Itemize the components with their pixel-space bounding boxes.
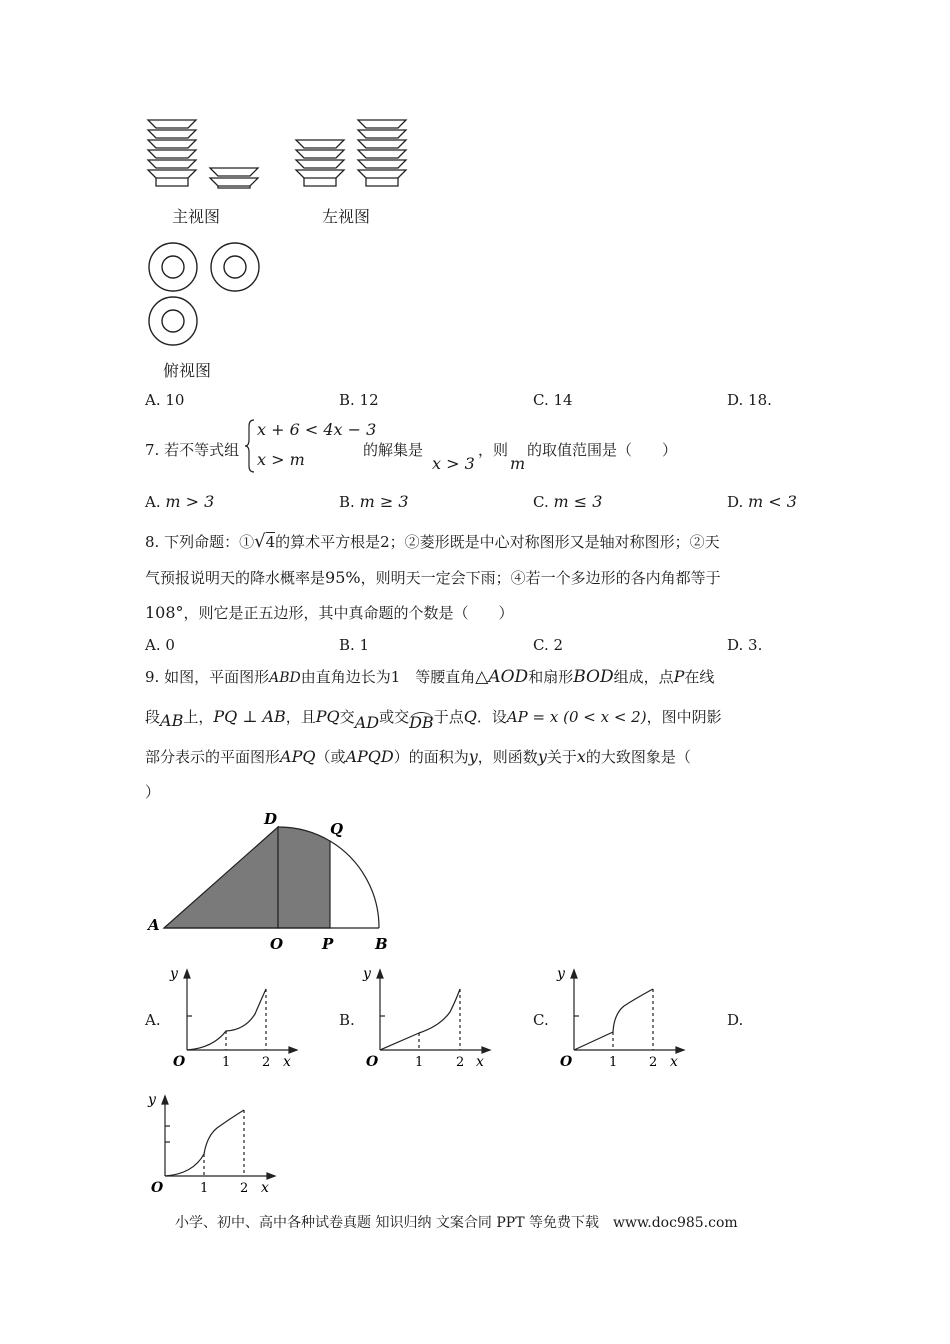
- graph-d-x-label: x: [261, 1180, 269, 1196]
- q9-l3-b: （或: [315, 748, 346, 766]
- graph-c-x-label: x: [670, 1054, 678, 1070]
- q8-option-d[interactable]: D. 3.: [727, 636, 763, 654]
- label-o: O: [270, 935, 284, 953]
- label-a: A: [148, 916, 160, 934]
- q9-option-d[interactable]: D.: [727, 1011, 744, 1029]
- q9-l3-a: 部分表示的平面图形: [145, 748, 281, 766]
- q9-l3-c: ）的面积为: [393, 748, 469, 766]
- q7-option-c[interactable]: [533, 492, 602, 512]
- q9-option-a[interactable]: A.: [145, 1011, 161, 1029]
- graph-option-b[interactable]: [358, 962, 498, 1074]
- q9-y: y: [468, 747, 478, 766]
- front-view-figure: [140, 112, 270, 196]
- graph-b-y-label: y: [363, 966, 371, 982]
- q9-l1-e: 在线: [684, 668, 715, 686]
- q7-option-c-expr: m ≤ 3: [553, 492, 603, 511]
- label-d: D: [264, 810, 278, 828]
- q7-option-b[interactable]: [339, 492, 409, 512]
- q8-line-1-end: 的算术平方根是2；②菱形既是中心对称图形又是轴对称图形；②天: [275, 533, 720, 551]
- q9-ab: AB: [160, 711, 184, 730]
- q7-suffix: 的取值范围是（ ）: [527, 441, 678, 459]
- q6-option-c[interactable]: C. 14: [533, 391, 573, 409]
- q8-line-1-start: 8. 下列命题：①: [145, 533, 255, 551]
- q8-option-c[interactable]: C. 2: [533, 636, 564, 654]
- front-view-label: 主视图: [172, 207, 221, 226]
- q7-option-a-expr: m > 3: [165, 492, 215, 511]
- q9-abd: ABD: [269, 670, 301, 686]
- q9-apq: APQ: [280, 747, 316, 766]
- q9-line-2: [145, 707, 722, 732]
- q8-line-2-start: 气预报说明天的降水概率是: [145, 569, 326, 587]
- q9-l1-d: 组成，点: [613, 668, 674, 686]
- q7-variable: m: [510, 454, 526, 473]
- graph-c-y-label: y: [557, 966, 565, 982]
- label-q: Q: [330, 820, 344, 838]
- q9-l2-a: 段: [145, 708, 161, 726]
- q9-l2-g: ．设: [476, 708, 507, 726]
- q9-x: x: [576, 747, 586, 766]
- q9-l2-b: 上，: [183, 708, 214, 726]
- q9-main-figure: [140, 808, 400, 954]
- q9-pq: PQ: [315, 707, 340, 726]
- q8-line-2-end: ，则明天一定会下雨；④若一个多边形的各内角都等于: [360, 569, 721, 587]
- graph-c-tick-2: 2: [649, 1055, 658, 1070]
- graph-c-tick-1: 1: [609, 1055, 618, 1070]
- q6-option-a[interactable]: A. 10: [145, 391, 185, 409]
- graph-option-c[interactable]: [552, 962, 692, 1074]
- graph-b-tick-1: 1: [415, 1055, 424, 1070]
- q9-p: P: [673, 667, 685, 686]
- graph-a-origin: O: [173, 1054, 186, 1070]
- q7-option-d-expr: m < 3: [748, 492, 797, 511]
- q9-option-b[interactable]: B.: [339, 1011, 355, 1029]
- q7-solution: x > 3: [432, 454, 475, 473]
- graph-a-tick-2: 2: [262, 1055, 271, 1070]
- left-view-label: 左视图: [322, 207, 371, 226]
- q9-bod: BOD: [573, 667, 614, 687]
- q9-line-1: [145, 667, 714, 688]
- top-view-figure: [144, 238, 268, 348]
- q9-l2-e: 或交: [379, 708, 410, 726]
- q9-l2-h: ，图中阴影: [646, 708, 722, 726]
- q9-aod: △AOD: [475, 667, 529, 687]
- q8-line-3: [145, 603, 514, 623]
- q9-line-4: ）: [145, 783, 161, 801]
- label-b: B: [375, 935, 388, 953]
- q7-mid-2: ，则: [478, 441, 509, 459]
- left-view-figure: [290, 112, 420, 196]
- q7-option-d[interactable]: [727, 492, 797, 512]
- q9-l1-a: 9. 如图，平面图形: [145, 668, 270, 686]
- q9-l1-b: 由直角边长为1 等腰直角: [300, 668, 476, 686]
- graph-b-origin: O: [366, 1054, 379, 1070]
- q8-option-a[interactable]: A. 0: [145, 636, 175, 654]
- q7-mid-1: 的解集是: [363, 441, 424, 459]
- q9-pq-perp-ab: PQ ⊥ AB: [213, 707, 286, 726]
- q9-l3-f: 的大致图象是（: [585, 748, 691, 766]
- graph-b-x-label: x: [476, 1054, 484, 1070]
- q8-angle: 108°: [145, 603, 184, 622]
- q8-percent: 95%: [325, 568, 361, 587]
- q9-line-3: [145, 747, 691, 767]
- q7-option-b-expr: m ≥ 3: [359, 492, 409, 511]
- q9-l3-e: 关于: [546, 748, 577, 766]
- q9-ap-x: AP = x (0 < x < 2): [506, 708, 647, 726]
- q8-option-b[interactable]: B. 1: [339, 636, 370, 654]
- q9-arc-db: DB: [409, 713, 434, 732]
- sqrt-symbol: √: [254, 531, 266, 552]
- graph-d-origin: O: [151, 1180, 164, 1196]
- graph-a-y-label: y: [170, 966, 178, 982]
- graph-a-x-label: x: [283, 1054, 291, 1070]
- q9-y-2: y: [537, 747, 547, 766]
- q8-line-2: [145, 568, 721, 588]
- q7-option-c-letter: C.: [533, 493, 549, 511]
- q8-line-3-text: ，则它是正五边形，其中真命题的个数是（ ）: [183, 604, 514, 622]
- q9-apqd: APQD: [345, 747, 394, 766]
- q9-l1-c: 和扇形: [528, 668, 574, 686]
- graph-d-y-label: y: [148, 1092, 156, 1108]
- graph-c-origin: O: [560, 1054, 573, 1070]
- label-p: P: [322, 935, 334, 953]
- graph-d-tick-2: 2: [240, 1181, 249, 1196]
- q7-option-d-letter: D.: [727, 493, 744, 511]
- q9-l2-d: 交: [339, 708, 355, 726]
- q7-option-b-letter: B.: [339, 493, 355, 511]
- q9-ad: AD: [354, 713, 380, 732]
- q7-prefix: 7. 若不等式组: [145, 441, 240, 459]
- q9-l2-f: 于点: [433, 708, 464, 726]
- q7-option-a-letter: A.: [145, 493, 161, 511]
- graph-a-tick-1: 1: [222, 1055, 231, 1070]
- q7-option-a[interactable]: [145, 492, 214, 512]
- graph-option-d[interactable]: [143, 1088, 283, 1200]
- q7-inequality-2: x > m: [257, 450, 305, 469]
- top-view-label: 俯视图: [163, 361, 212, 380]
- q7-inequality-1: x + 6 < 4x − 3: [257, 420, 377, 439]
- q9-l2-c: ，且: [285, 708, 316, 726]
- q9-l3-d: ，则函数: [477, 748, 538, 766]
- q9-option-c[interactable]: C.: [533, 1011, 549, 1029]
- system-brace-icon: [244, 418, 256, 474]
- graph-option-a[interactable]: [165, 962, 305, 1074]
- q9-q: Q: [463, 707, 477, 726]
- page-footer: 小学、初中、高中各种试卷真题 知识归纳 文案合同 PPT 等免费下载 www.doc985.com: [175, 1215, 738, 1231]
- q6-option-d[interactable]: D. 18.: [727, 391, 772, 409]
- q6-option-b[interactable]: B. 12: [339, 391, 379, 409]
- graph-b-tick-2: 2: [456, 1055, 465, 1070]
- q8-line-1: [145, 532, 720, 552]
- sqrt-argument: 4: [265, 533, 276, 551]
- graph-d-tick-1: 1: [200, 1181, 209, 1196]
